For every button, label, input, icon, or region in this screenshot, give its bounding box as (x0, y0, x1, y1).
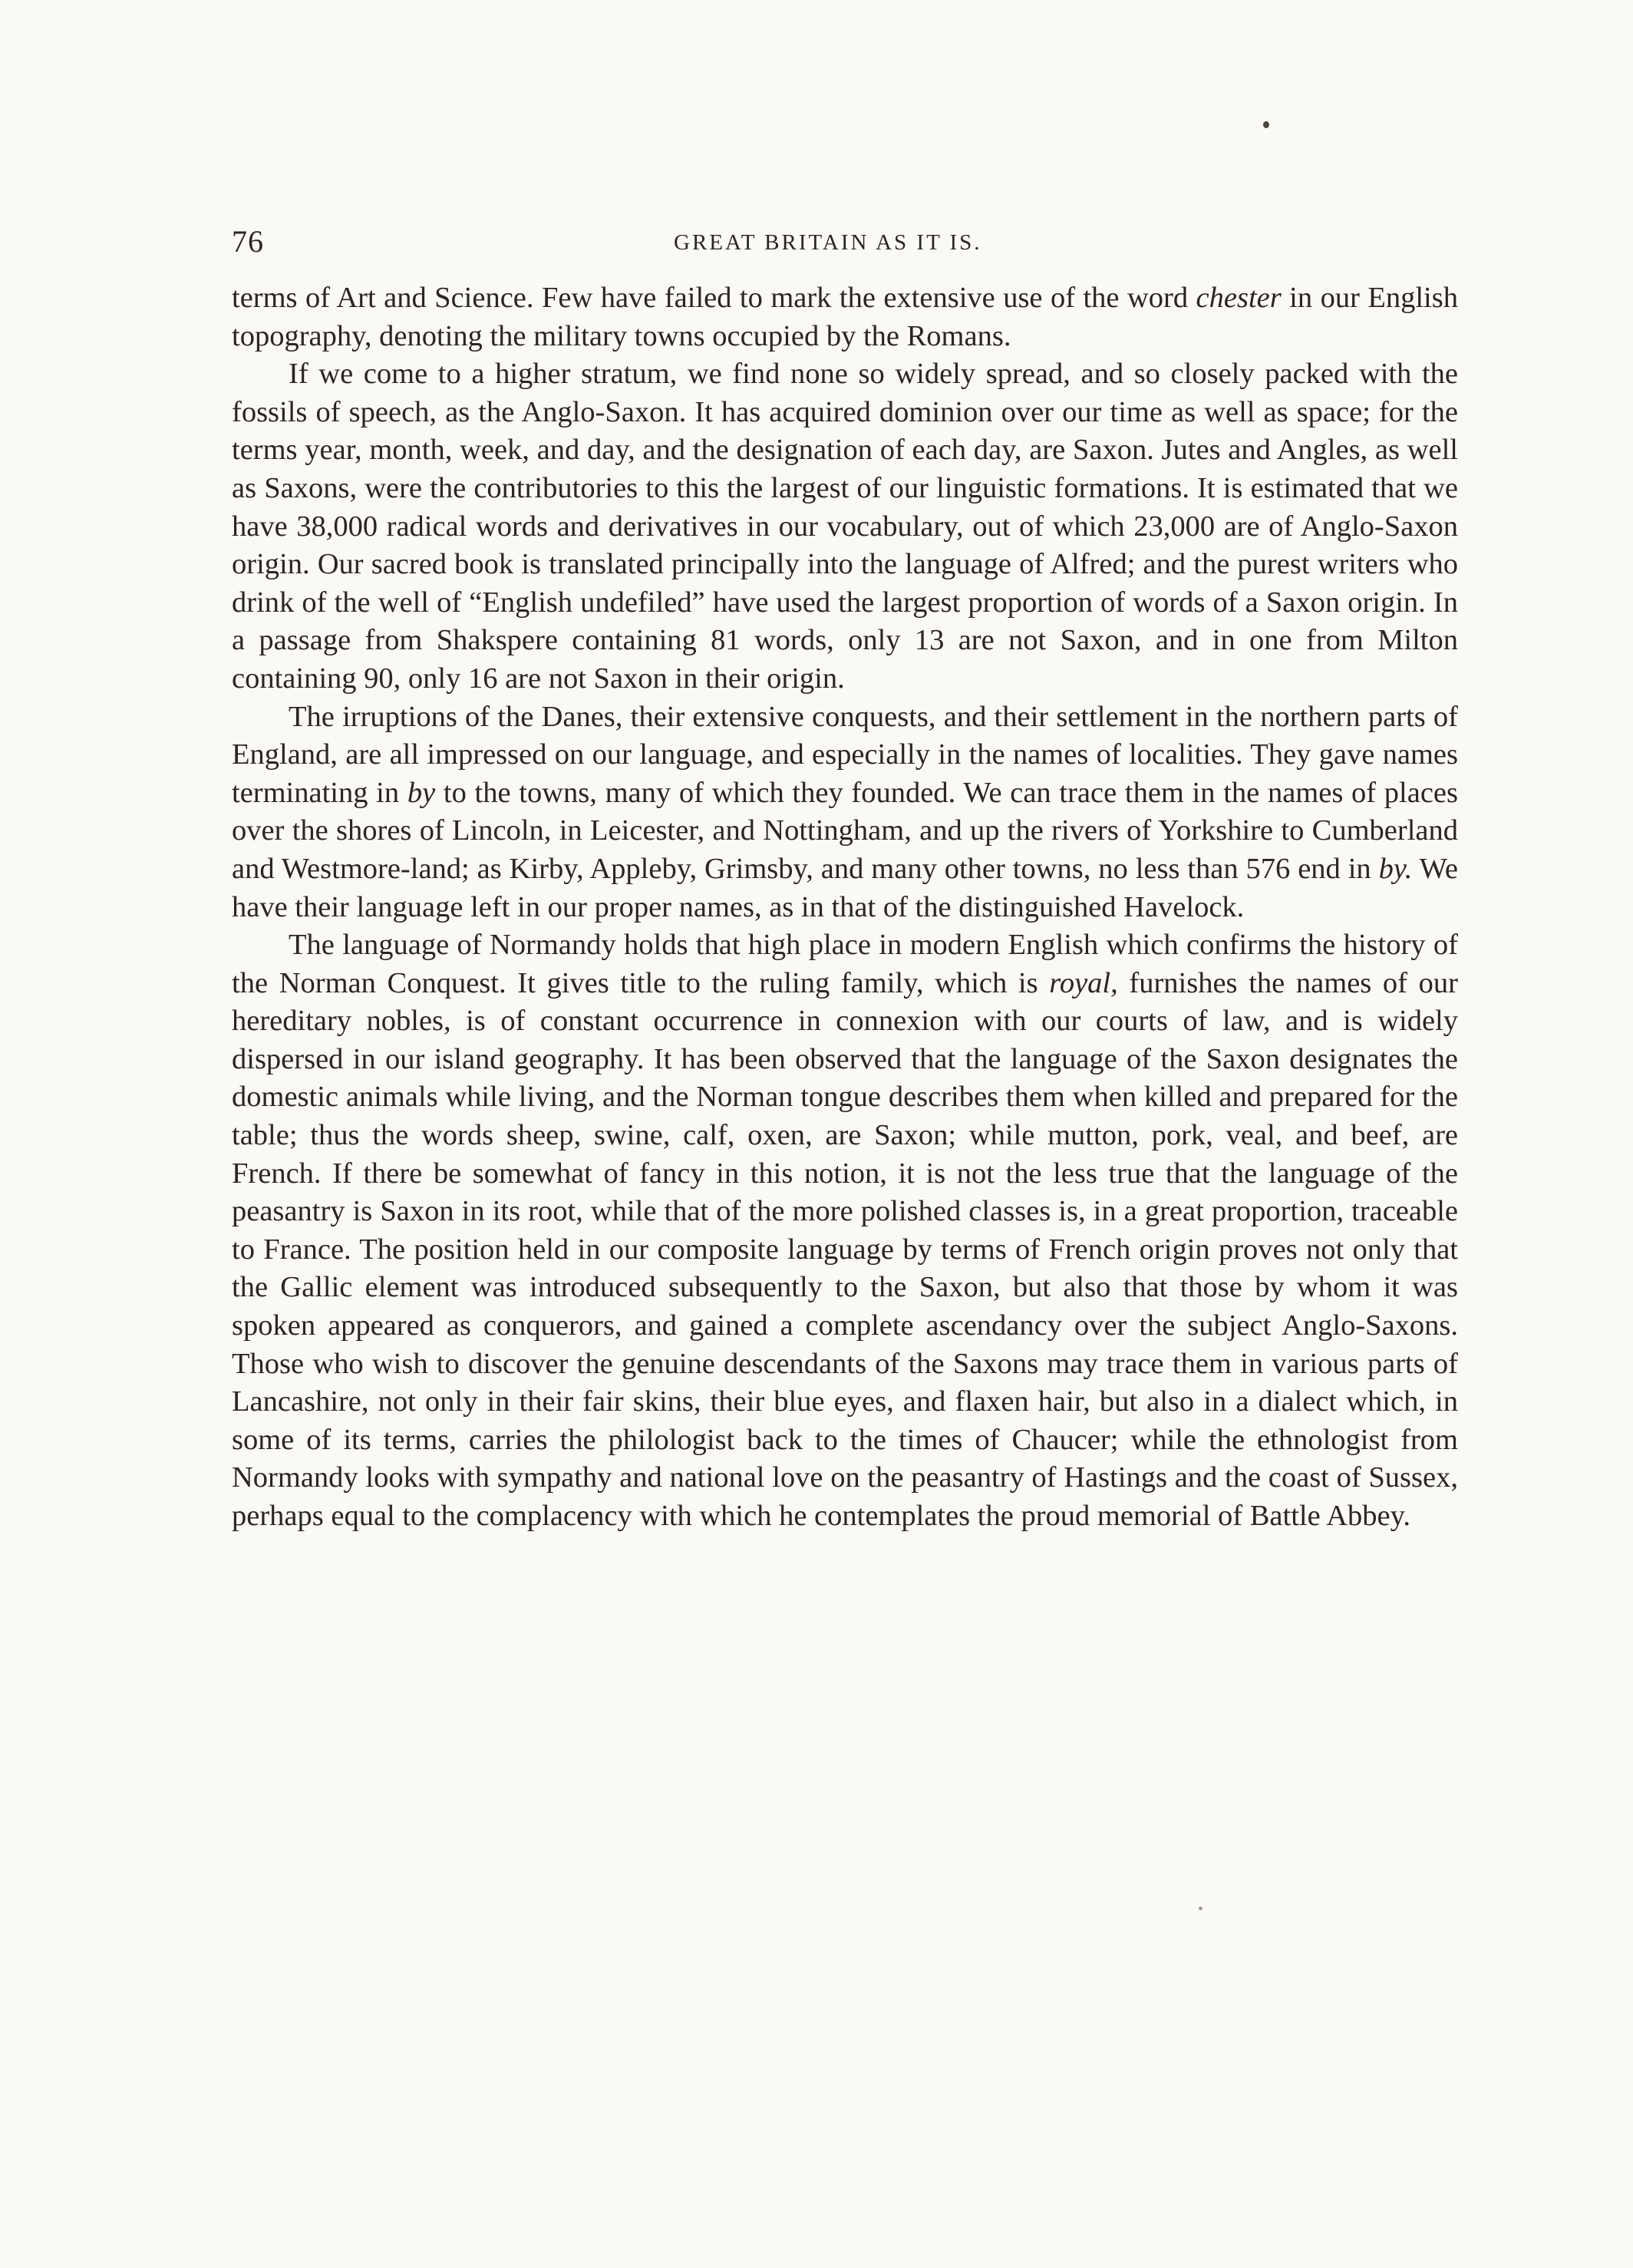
body-text (232, 279, 1458, 1536)
paragraph (232, 355, 1458, 698)
text-run: If we come to a higher stratum, we find none so widely spread, and so closely packed with the fossils of speech, as the Anglo-Saxon. It has acquired dominion over our time as well as space; for the terms year, month, week, and day, and the designation of each day, are Saxon. Jutes and Angles, as well as Saxons, were the contributories to this the largest of our linguistic formations. It is estimated that we have 38,000 radical words and derivatives in our vocabulary, out of which 23,000 are of Anglo-Saxon origin. Our sacred book is translated principally into the language of Alfred; and the purest writers who drink of the well of “English undefiled” have used the largest proportion of words of a Saxon origin. In a passage from Shakspere containing 81 words, only 13 are not Saxon, and in one from Milton containing 90, only 16 are not Saxon in their origin. (232, 358, 1458, 695)
italic-term: by (407, 776, 436, 809)
text-run: The irruptions of the Danes, their extensive conquests, and their settlement in the northern parts of England, are all impressed on our language, and especially in the names of localities. They gave names terminating in (232, 700, 1458, 809)
ink-speck (1199, 1907, 1202, 1910)
paragraph (232, 279, 1458, 355)
text-run: terms of Art and Science. Few have failed to mark the extensive use of the word (232, 282, 1196, 314)
running-head (232, 223, 1458, 261)
italic-term: chester (1196, 282, 1282, 314)
text-run: We have their language left in our proper names, as in that of the distinguished Havelock. (232, 852, 1458, 923)
ink-speck (1263, 121, 1269, 128)
text-run: The language of Normandy holds that high place in modern English which confirms the history of the Norman Conquest. It gives title to the ruling family, which is (232, 929, 1458, 999)
italic-term: by. (1378, 852, 1413, 885)
text-run: to the towns, many of which they founded. We can trace them in the names of places over the shores of Lincoln, in Leicester, and Nottingham, and up the rivers of Yorkshire to Cumberland and Westmore-land; as Kirby, Appleby, Grimsby, and many other towns, no less than 576 end in (232, 776, 1458, 885)
text-run: furnishes the names of our hereditary nobles, is of constant occurrence in connexion with our courts of law, and is widely dispersed in our island geography. It has been observed that the language of the Saxon designates the domestic animals while living, and the Norman tongue describes them when killed and prepared for the table; thus the words sheep, swine, calf, oxen, are Saxon; while mutton, pork, veal, and beef, are French. If there be somewhat of fancy in this notion, it is not the less true that the language of the peasantry is Saxon in its root, while that of the more polished classes is, in a great proportion, traceable to France. The position held in our composite language by terms of French origin proves not only that the Gallic element was introduced subsequently to the Saxon, but also that those by whom it was spoken appeared as conquerors, and gained a complete ascendancy over the subject Anglo-Saxons. Those who wish to discover the genuine descendants of the Saxons may trace them in various parts of Lancashire, not only in their fair skins, their blue eyes, and flaxen hair, but also in a dialect which, in some of its terms, carries the philologist back to the times of Chaucer; while the ethnologist from Normandy looks with sympathy and national love on the peasantry of Hastings and the coast of Sussex, perhaps equal to the complacency with which he contemplates the proud memorial of Battle Abbey. (232, 966, 1458, 1532)
paragraph (232, 926, 1458, 1536)
page-number: 76 (232, 224, 264, 259)
running-title: GREAT BRITAIN AS IT IS. (674, 230, 982, 255)
paragraph (232, 698, 1458, 927)
text-run: in our English topography, denoting the military towns occupied by the Romans. (232, 282, 1458, 352)
italic-term: royal, (1049, 966, 1118, 999)
